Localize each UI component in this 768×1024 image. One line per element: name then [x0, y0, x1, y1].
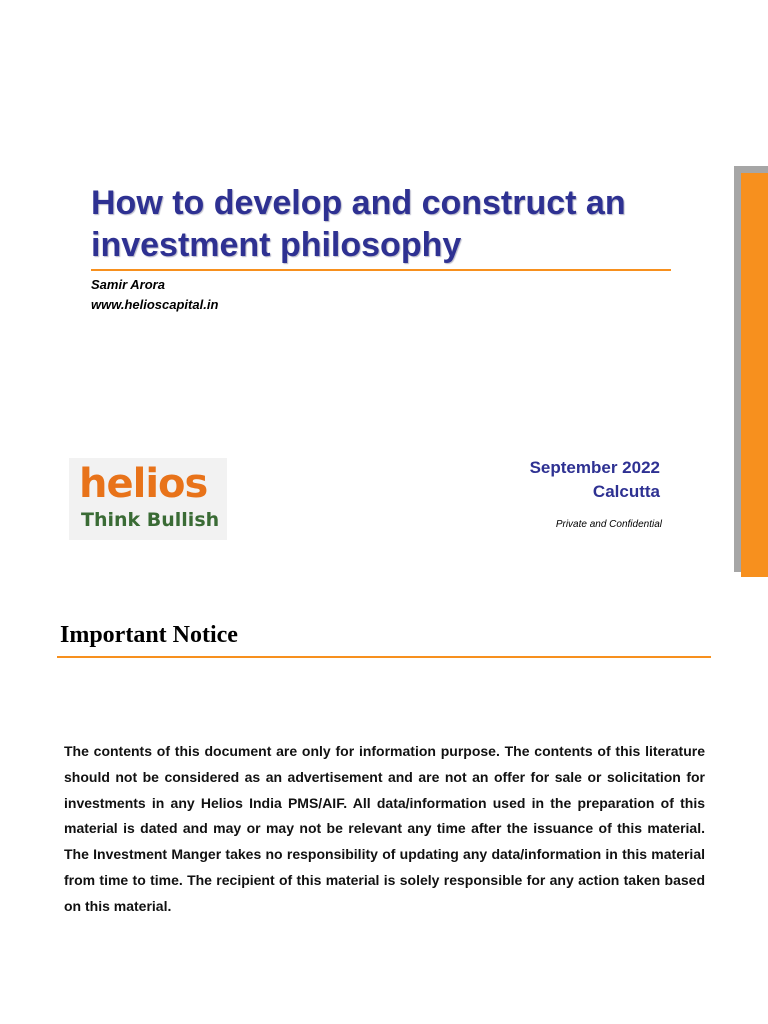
- website-link[interactable]: www.helioscapital.in: [91, 297, 219, 312]
- presentation-city: Calcutta: [592, 482, 660, 501]
- title-divider: [91, 269, 671, 271]
- logo-tagline: Think Bullish: [81, 509, 220, 531]
- notice-heading: Important Notice: [60, 622, 238, 648]
- helios-logo: [69, 458, 227, 540]
- author-name: Samir Arora: [91, 277, 165, 292]
- confidential-label: Private and Confidential: [555, 519, 662, 530]
- notice-divider: [57, 656, 711, 658]
- notice-body: The contents of this document are only for information purpose. The contents of this literature should not be considered as an advertisement and are not an offer for sale or solicitation for investments in any Helios India PMS/AIF. All data/information used in the preparation of this material is dated and may or may not be relevant any time after the issuance of this material. The Investment Manger takes no responsibility of updating any data/information in this material from time to time. The recipient of this material is solely responsible for any action taken based on this material.: [64, 743, 705, 914]
- presentation-date: September 2022: [529, 458, 660, 477]
- logo-wordmark: helios: [79, 461, 208, 507]
- side-accent-bar: [741, 173, 768, 577]
- presentation-title: How to develop and construct an investment philosophy: [91, 184, 626, 264]
